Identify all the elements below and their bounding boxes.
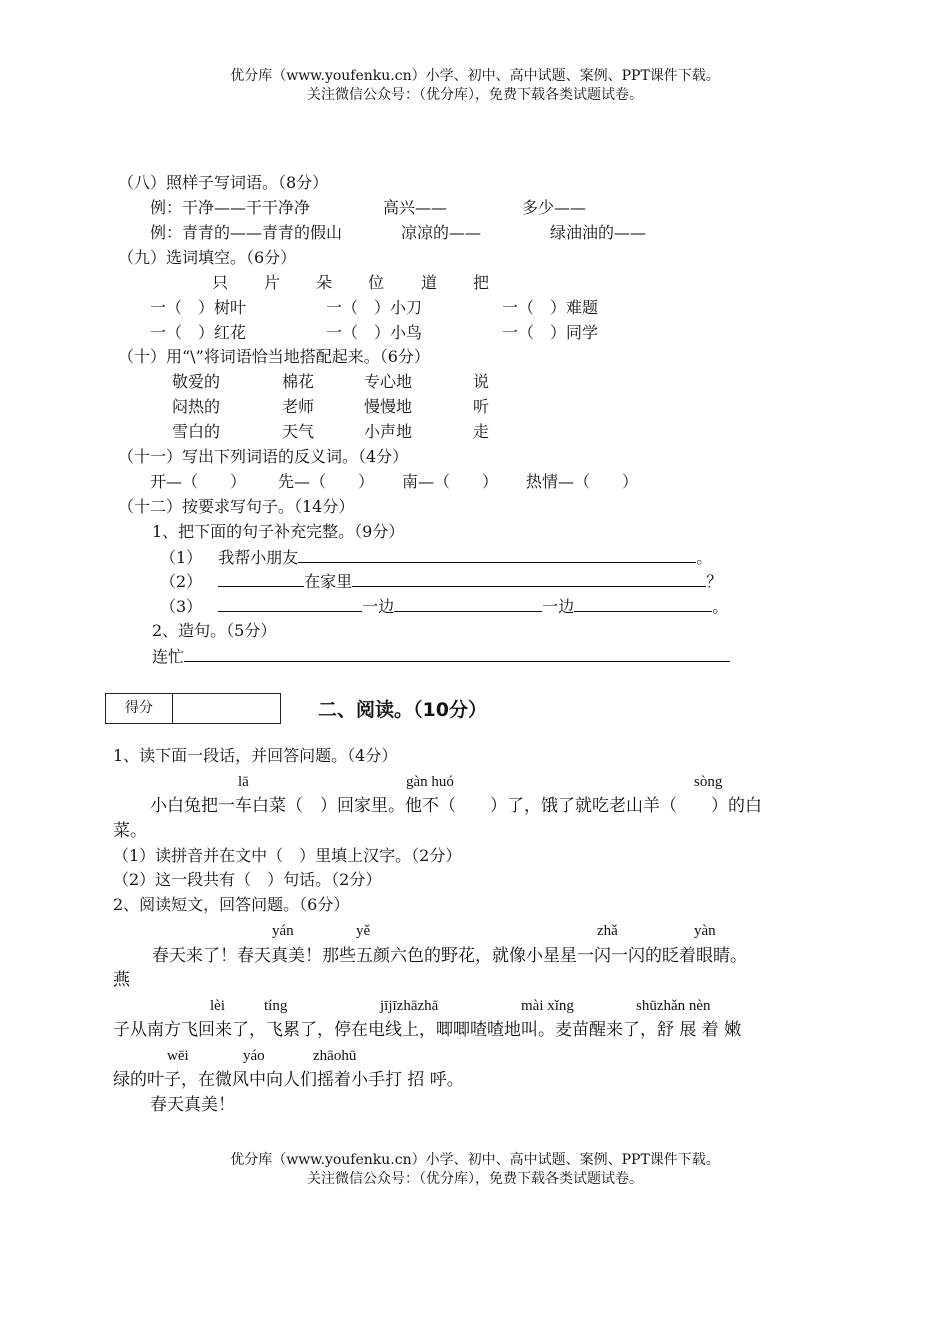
footer-line-2: 关注微信公众号：（优分库），免费下载各类试题试卷。 [307, 1171, 643, 1187]
q10-word: 老师 [282, 397, 315, 416]
read2-pinyin: jījīzhāzhā [380, 998, 439, 1014]
read1-pinyin: lā [238, 774, 249, 790]
header-line-1: 优分库（www.youfenku.cn）小学、初中、高中试题、案例、PPT课件下载。 [230, 68, 720, 84]
q11-title: （十一）写出下列词语的反义词。（4分） [118, 447, 409, 466]
q12-s3-end: 。 [712, 597, 729, 616]
q12-s3-mid1: 一边 [362, 597, 395, 616]
read2-pinyin: mài xǐng [521, 998, 574, 1014]
read1-pinyin: sòng [694, 774, 723, 790]
q10-word: 专心地 [364, 372, 413, 391]
q12-s1-num: （1） [160, 548, 203, 567]
q12-s2-num: （2） [160, 572, 203, 591]
q10-word: 慢慢地 [364, 397, 413, 416]
q11-item: 先—（ ） [278, 472, 375, 491]
q9-option: 位 [368, 273, 385, 292]
read2-pinyin: yě [356, 923, 371, 939]
q12-s3-blank-3[interactable] [574, 595, 712, 612]
q8-title: （八）照样子写词语。（8分） [118, 173, 329, 192]
read1-q1: （1）读拼音并在文中（ ）里填上汉字。（2分） [113, 846, 462, 865]
q9-option: 朵 [316, 273, 333, 292]
read1-q2: （2）这一段共有（ ）句话。（2分） [113, 870, 382, 889]
q9-blank: 一（ ）小刀 [326, 298, 423, 317]
q10-word: 敬爱的 [172, 372, 221, 391]
section-2-title: 二、阅读。（10分） [318, 699, 487, 721]
q9-blank: 一（ ）同学 [502, 323, 599, 342]
q10-word: 走 [473, 422, 490, 441]
read2-pinyin: yáo [243, 1048, 265, 1064]
read2-pinyin: shūzhǎn nèn [636, 998, 711, 1014]
q12-title: （十二）按要求写句子。（14分） [118, 497, 355, 516]
read1-pinyin: gàn huó [406, 774, 454, 790]
score-box [105, 693, 281, 724]
q12-sentence-blank[interactable] [184, 645, 730, 662]
read2-pinyin: lèi [210, 998, 225, 1014]
read2-title: 2、阅读短文，回答问题。（6分） [113, 895, 350, 914]
q10-word: 棉花 [282, 372, 315, 391]
q11-item: 开—（ ） [150, 472, 247, 491]
q12-s2-blank-1[interactable] [218, 570, 304, 587]
q8-item-liangliang: 凉凉的—— [401, 223, 482, 242]
q9-blank: 一（ ）树叶 [150, 298, 247, 317]
q12-sub2: 2、造句。（5分） [152, 621, 277, 640]
q8-item-gaoxing: 高兴—— [383, 198, 448, 217]
q10-word: 听 [473, 397, 490, 416]
q9-option: 只 [212, 273, 229, 292]
q9-blank: 一（ ）难题 [502, 298, 599, 317]
q12-word: 连忙 [152, 647, 185, 666]
read2-pinyin: wēi [167, 1048, 189, 1064]
q12-s3-blank-1[interactable] [218, 595, 362, 612]
q12-sentence-3 [160, 595, 728, 618]
q12-s2-end: ？ [706, 572, 723, 591]
q8-item-duoshao: 多少—— [522, 198, 587, 217]
read2-text-3: 绿的叶子，在微风中向人们摇着小手打 招 呼。 [113, 1070, 464, 1090]
read2-pinyin: tíng [264, 998, 288, 1014]
q11-item: 南—（ ） [402, 472, 499, 491]
read1-title: 1、读下面一段话，并回答问题。（4分） [113, 746, 398, 765]
q12-s2-blank-2[interactable] [352, 570, 706, 587]
q12-s1-blank[interactable] [298, 546, 696, 563]
read2-pinyin: zhāohū [313, 1048, 357, 1064]
q9-blank: 一（ ）红花 [150, 323, 247, 342]
read1-text-1: 小白兔把一车白菜（ ）回家里。他不（ ）了，饿了就吃老山羊（ ）的白 [150, 796, 762, 816]
q12-sub1: 1、把下面的句子补充完整。（9分） [152, 522, 405, 541]
q10-word: 雪白的 [172, 422, 221, 441]
q9-option: 片 [264, 273, 281, 292]
q12-sentence-2 [160, 570, 722, 593]
read2-text-2: 子从南方飞回来了，飞累了，停在电线上，唧唧喳喳地叫。麦苗醒来了，舒 展 着 嫩 [113, 1020, 742, 1040]
q10-word: 小声地 [364, 422, 413, 441]
q10-word: 闷热的 [172, 397, 221, 416]
q12-make-sentence [152, 645, 730, 668]
q10-word: 说 [473, 372, 490, 391]
q10-word: 天气 [282, 422, 315, 441]
q12-s3-blank-2[interactable] [394, 595, 542, 612]
read2-pinyin: zhǎ [597, 923, 618, 939]
q9-blank: 一（ ）小鸟 [326, 323, 423, 342]
q11-item: 热情—（ ） [526, 472, 639, 491]
read2-text-1b: 燕 [113, 970, 130, 990]
q8-item-lvyouyou: 绿油油的—— [550, 223, 647, 242]
q8-example-2: 例：青青的——青青的假山 [150, 223, 343, 242]
q8-example-1: 例：干净——干干净净 [150, 198, 311, 217]
q9-title: （九）选词填空。（6分） [118, 248, 297, 267]
read2-text-4: 春天真美！ [150, 1095, 235, 1115]
q9-option: 把 [473, 273, 490, 292]
q12-s1-text: 我帮小朋友 [218, 548, 299, 567]
footer-line-1: 优分库（www.youfenku.cn）小学、初中、高中试题、案例、PPT课件下载。 [230, 1152, 720, 1168]
q12-sentence-1 [160, 546, 712, 569]
score-label: 得分 [106, 694, 173, 723]
q9-option: 道 [421, 273, 438, 292]
read2-pinyin: yán [272, 923, 294, 939]
q12-s3-mid2: 一边 [542, 597, 575, 616]
q12-s2-mid: 在家里 [304, 572, 353, 591]
read1-text-2: 菜。 [113, 821, 147, 841]
read2-text-1: 春天来了！春天真美！那些五颜六色的野花，就像小星星一闪一闪的眨着眼睛。 [152, 946, 747, 966]
q12-s3-num: （3） [160, 597, 203, 616]
header-line-2: 关注微信公众号：（优分库），免费下载各类试题试卷。 [307, 87, 643, 103]
q12-s1-end: 。 [696, 548, 713, 567]
read2-pinyin: yàn [694, 923, 716, 939]
q10-title: （十）用“\”将词语恰当地搭配起来。（6分） [118, 347, 430, 366]
